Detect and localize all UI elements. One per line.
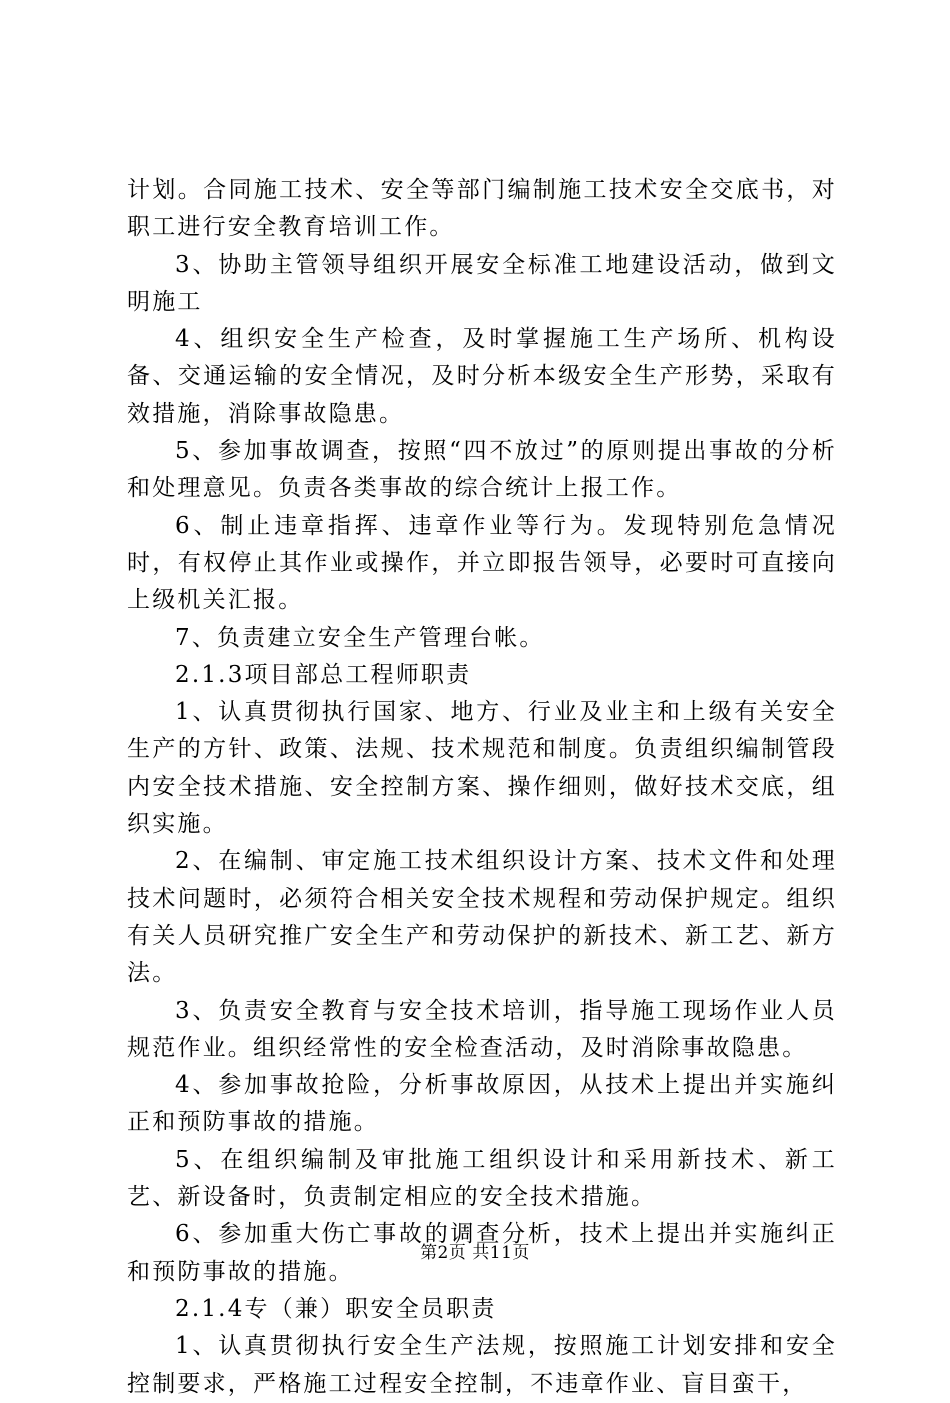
document-body (127, 172, 837, 1403)
paragraph: 7、负责建立安全生产管理台帐。 (175, 624, 545, 651)
paragraph: 5、在组织编制及审批施工组织设计和采用新技术、新工艺、新设备时，负责制定相应的安全技术措施。 (127, 1146, 837, 1211)
paragraph: 5、参加事故调查，按照“四不放过”的原则提出事故的分析和处理意见。负责各类事故的综合统计上报工作。 (127, 438, 837, 502)
page-number-label: 第2页 共11页 (420, 1243, 530, 1263)
paragraph: 4、组织安全生产检查，及时掌握施工生产场所、机构设备、交通运输的安全情况，及时分析本级安全生产形势，采取有效措施，消除事故隐患。 (127, 326, 837, 427)
paragraph: 6、参加重大伤亡事故的调查分析，技术上提出并实施纠正和预防事故的措施。 (127, 1221, 837, 1285)
section-heading: 2.1.3项目部总工程师职责 (175, 661, 472, 688)
paragraph: 1、认真贯彻执行安全生产法规，按照施工计划安排和安全控制要求，严格施工过程安全控制，不违章作业、盲目蛮干， (127, 1333, 837, 1397)
page-footer (0, 1242, 950, 1264)
paragraph: 3、协助主管领导组织开展安全标准工地建设活动，做到文明施工 (127, 251, 837, 315)
section-heading: 2.1.4专（兼）职安全员职责 (175, 1295, 497, 1322)
paragraph: 计划。合同施工技术、安全等部门编制施工技术安全交底书，对职工进行安全教育培训工作。 (127, 177, 837, 241)
paragraph: 2、在编制、审定施工技术组织设计方案、技术文件和处理技术问题时，必须符合相关安全技术规程和劳动保护规定。组织有关人员研究推广安全生产和劳动保护的新技术、新工艺、新方法。 (127, 848, 837, 987)
paragraph: 6、制止违章指挥、违章作业等行为。发现特别危急情况时，有权停止其作业或操作，并立即报告领导，必要时可直接向上级机关汇报。 (127, 512, 837, 614)
paragraph: 3、负责安全教育与安全技术培训，指导施工现场作业人员规范作业。组织经常性的安全检查活动，及时消除事故隐患。 (127, 997, 837, 1061)
paragraph: 4、参加事故抢险，分析事故原因，从技术上提出并实施纠正和预防事故的措施。 (127, 1072, 837, 1136)
paragraph: 1、认真贯彻执行国家、地方、行业及业主和上级有关安全生产的方针、政策、法规、技术规范和制度。负责组织编制管段内安全技术措施、安全控制方案、操作细则，做好技术交底，组织实施。 (127, 699, 837, 838)
